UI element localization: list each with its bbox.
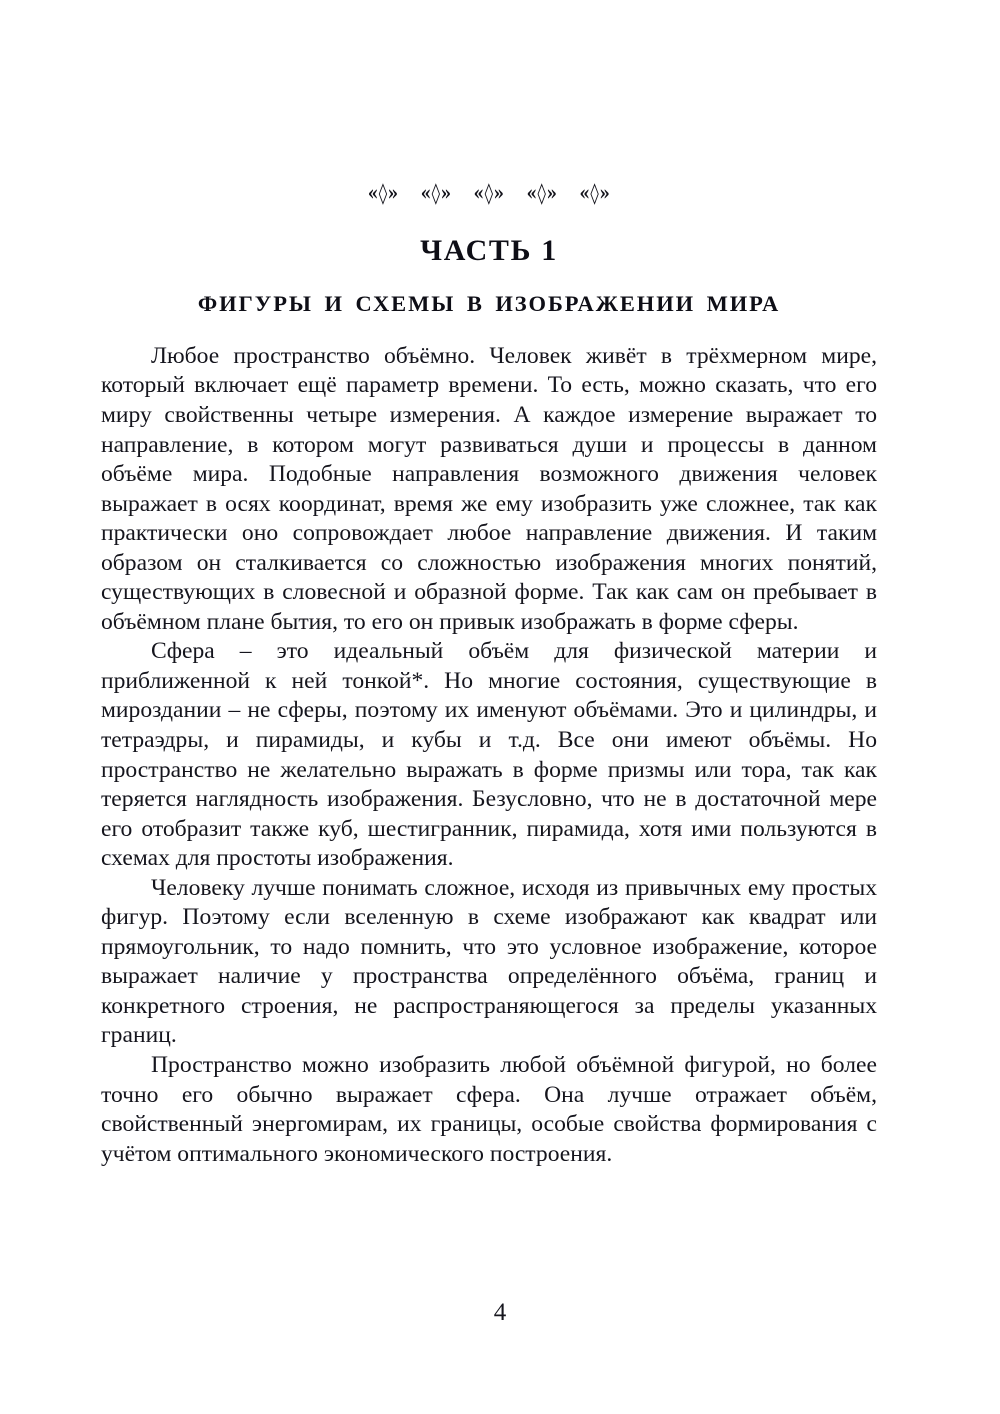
body-text [101,342,877,1169]
guillemet-lozenge-ornament-icon: «◊» [473,181,505,207]
chapter-title: ФИГУРЫ И СХЕМЫ В ИЗОБРАЖЕНИИ МИРА [197,291,781,316]
page-content-column [101,0,877,1169]
decorative-ornament-row [101,182,877,208]
page-number: 4 [493,1299,507,1326]
paragraph: Сфера – это идеальный объём для физической материи и приближенной к ней тонкой*. Но многие состояния, существующие в мироздании – не сферы, поэтому их именуют объёмами. Это и цилиндры, и тетраэдры, и пирамиды, и кубы и т.д. Все они имеют объёмы. Но пространство не желательно выражать в форме призмы или тора, так как теряется наглядность изображения. Безусловно, что не в достаточной мере его отобразит также куб, шестигранник, пирамида, хотя ими пользуются в схемах для простоты изображения. [101,638,877,872]
guillemet-lozenge-ornament-icon: «◊» [367,181,399,207]
part-title: ЧАСТЬ 1 [420,234,558,267]
paragraph: Человеку лучше понимать сложное, исходя из привычных ему простых фигур. Поэтому если вселенную в схеме изображают как квадрат или прямоугольник, то надо помнить, что это условное изображение, которое выражает наличие у пространства определённого объёма, границ и конкретного строения, не распространяющегося за пределы указанных границ. [101,874,877,1049]
guillemet-lozenge-ornament-icon: «◊» [579,181,611,207]
paragraph: Любое пространство объёмно. Человек живёт в трёхмерном мире, который включает ещё параметр времени. То есть, можно сказать, что его миру свойственны четыре измерения. А каждое измерение выражает то направление, в котором могут развиваться души и процессы в данном объёме мира. Подобные направления возможного движения человек выражает в осях координат, время же ему изобразить уже сложнее, так как практически оно сопровождает любое направление движения. И таким образом он сталкивается со сложностью изображения многих понятий, существующих в словесной и образной форме. Так как сам он пребывает в объёмном плане бытия, то его он привык изображать в форме сферы. [101,342,877,635]
paragraph: Пространство можно изобразить любой объёмной фигурой, но более точно его обычно выражает сфера. Она лучше отражает объём, свойственный энергомирам, их границы, особые свойства формирования с учётом оптимального экономического построения. [101,1052,877,1167]
guillemet-lozenge-ornament-icon: «◊» [526,181,558,207]
guillemet-lozenge-ornament-icon: «◊» [420,181,452,207]
